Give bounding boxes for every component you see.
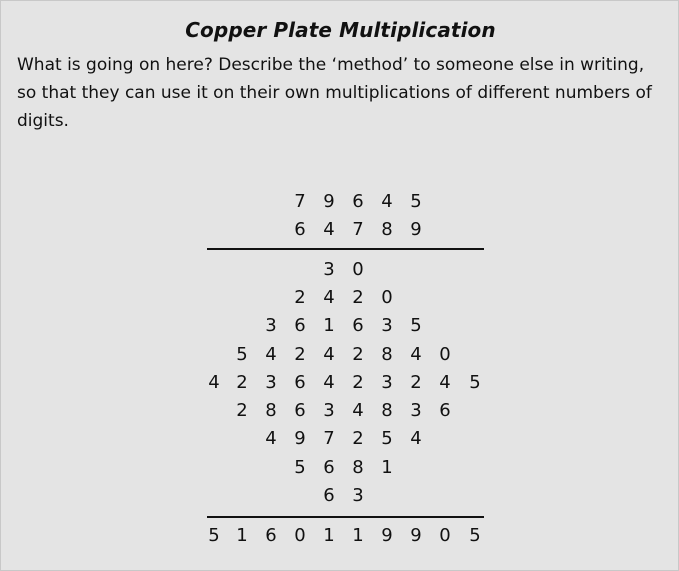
bottom-rule <box>207 516 484 518</box>
partial-product-digit: 0 <box>352 259 364 280</box>
result-digit: 9 <box>410 525 422 546</box>
partial-product-digit: 6 <box>294 372 306 393</box>
partial-product-digit: 1 <box>381 457 393 478</box>
multiplier-digit: 6 <box>294 219 306 240</box>
partial-product-digit: 2 <box>352 344 364 365</box>
partial-product-digit: 8 <box>352 457 364 478</box>
result-digit: 1 <box>236 525 248 546</box>
multiplicand-digit: 7 <box>294 191 306 212</box>
partial-product-digit: 6 <box>439 400 451 421</box>
partial-product-digit: 6 <box>323 457 335 478</box>
partial-product-digit: 4 <box>323 344 335 365</box>
partial-product-digit: 5 <box>469 372 481 393</box>
partial-product-digit: 3 <box>323 400 335 421</box>
partial-product-digit: 5 <box>381 428 393 449</box>
worksheet-title: Copper Plate Multiplication <box>185 18 496 42</box>
multiplicand-digit: 4 <box>381 191 393 212</box>
partial-product-digit: 2 <box>352 287 364 308</box>
partial-product-digit: 4 <box>323 372 335 393</box>
partial-product-digit: 9 <box>294 428 306 449</box>
partial-product-digit: 7 <box>323 428 335 449</box>
partial-product-digit: 4 <box>265 428 277 449</box>
result-digit: 0 <box>294 525 306 546</box>
partial-product-digit: 3 <box>381 315 393 336</box>
partial-product-digit: 4 <box>208 372 220 393</box>
partial-product-digit: 4 <box>439 372 451 393</box>
partial-product-digit: 3 <box>323 259 335 280</box>
partial-product-digit: 2 <box>352 428 364 449</box>
result-digit: 1 <box>323 525 335 546</box>
multiplier-digit: 7 <box>352 219 364 240</box>
partial-product-digit: 3 <box>410 400 422 421</box>
multiplier-digit: 9 <box>410 219 422 240</box>
multiplicand-digit: 6 <box>352 191 364 212</box>
top-rule <box>207 248 484 250</box>
partial-product-digit: 5 <box>294 457 306 478</box>
result-digit: 0 <box>439 525 451 546</box>
partial-product-digit: 6 <box>352 315 364 336</box>
partial-product-digit: 2 <box>294 287 306 308</box>
partial-product-digit: 0 <box>381 287 393 308</box>
partial-product-digit: 2 <box>410 372 422 393</box>
partial-product-digit: 8 <box>265 400 277 421</box>
partial-product-digit: 4 <box>410 428 422 449</box>
result-digit: 9 <box>381 525 393 546</box>
partial-product-digit: 6 <box>294 400 306 421</box>
result-digit: 5 <box>208 525 220 546</box>
partial-product-digit: 3 <box>352 485 364 506</box>
partial-product-digit: 8 <box>381 400 393 421</box>
partial-product-digit: 5 <box>410 315 422 336</box>
multiplicand-digit: 5 <box>410 191 422 212</box>
partial-product-digit: 6 <box>323 485 335 506</box>
instruction-line: so that they can use it on their own multiplications of different numbers of <box>17 83 652 103</box>
partial-product-digit: 3 <box>265 372 277 393</box>
partial-product-digit: 2 <box>294 344 306 365</box>
partial-product-digit: 1 <box>323 315 335 336</box>
partial-product-digit: 4 <box>352 400 364 421</box>
partial-product-digit: 4 <box>410 344 422 365</box>
multiplier-digit: 8 <box>381 219 393 240</box>
partial-product-digit: 8 <box>381 344 393 365</box>
partial-product-digit: 4 <box>323 287 335 308</box>
partial-product-digit: 2 <box>352 372 364 393</box>
result-digit: 5 <box>469 525 481 546</box>
instruction-line: What is going on here? Describe the ‘method’ to someone else in writing, <box>17 55 645 75</box>
partial-product-digit: 3 <box>265 315 277 336</box>
partial-product-digit: 6 <box>294 315 306 336</box>
partial-product-digit: 2 <box>236 372 248 393</box>
multiplier-digit: 4 <box>323 219 335 240</box>
instruction-line: digits. <box>17 111 69 131</box>
partial-product-digit: 2 <box>236 400 248 421</box>
result-digit: 1 <box>352 525 364 546</box>
partial-product-digit: 4 <box>265 344 277 365</box>
partial-product-digit: 3 <box>381 372 393 393</box>
partial-product-digit: 5 <box>236 344 248 365</box>
partial-product-digit: 0 <box>439 344 451 365</box>
result-digit: 6 <box>265 525 277 546</box>
multiplicand-digit: 9 <box>323 191 335 212</box>
